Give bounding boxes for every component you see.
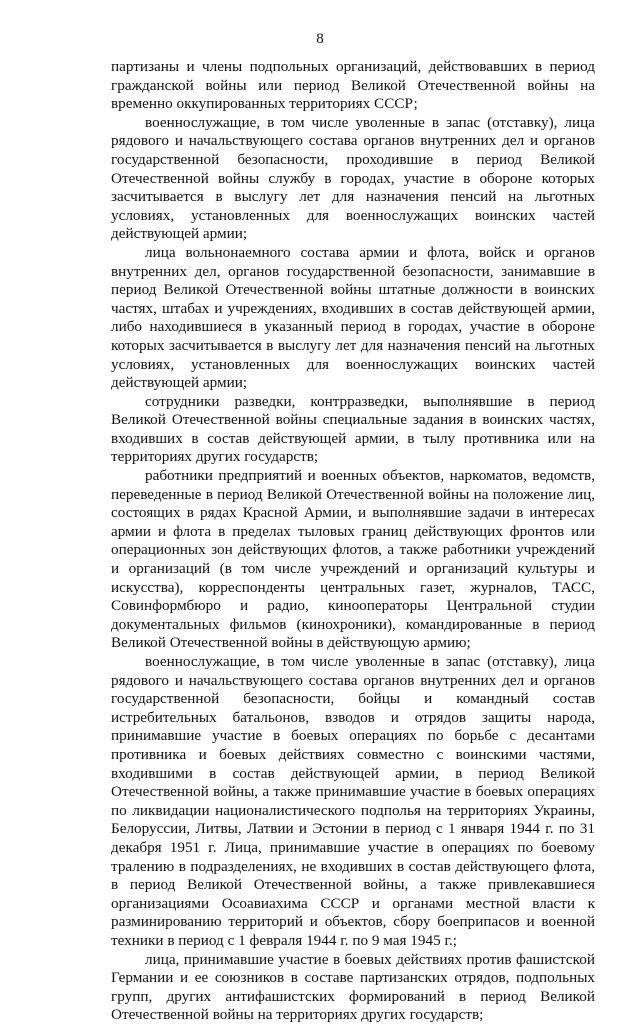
paragraph-military-city-defense: военнослужащие, в том числе уволенные в запас (отставку), лица рядового и начальствующего состава органов внутренних дел и органов государственной безопасности, проходившие в период Великой Отечественной войны службу в городах, участие в обороне которых засчитывается в выслугу лет для назначения пенсий на льготных условиях, установленных для военнослужащих воинских частей действующей армии; <box>111 113 595 243</box>
paragraph-enterprise-workers: работники предприятий и военных объектов, наркоматов, ведомств, переведенные в период Великой Отечественной войны на положение лиц, состоящих в рядах Красной Армии, и выполнявшие задачи в интересах армии и флота в пределах тыловых границ действующих фронтов или операционных зон действующих флотов, а также работники учреждений и организаций (в том числе учреждений и организаций культуры и искусства), корреспонденты центральных газет, журналов, ТАСС, Совинформбюро и радио, кинооператоры Центральной студии документальных фильмов (кинохроники), командированные в период Великой Отечественной войны в действующую армию; <box>111 467 595 652</box>
document-body <box>111 58 595 1025</box>
paragraph-intelligence-officers: сотрудники разведки, контрразведки, выполнявшие в период Великой Отечественной войны специальные задания в воинских частях, входивших в состав действующей армии, в тылу противника или на территориях других государств; <box>111 392 595 466</box>
paragraph-partisans: партизаны и члены подпольных организаций, действовавших в период гражданской войны или период Великой Отечественной войны на временно оккупированных территориях СССР; <box>111 58 595 113</box>
paragraph-antifascist-fighters: лица, принимавшие участие в боевых действиях против фашистской Германии и ее союзников в составе партизанских отрядов, подпольных групп, других антифашистских формирований в период Великой Отечественной войны на территориях других государств; <box>111 950 595 1024</box>
paragraph-civilian-staff: лица вольнонаемного состава армии и флота, войск и органов внутренних дел, органов государственной безопасности, занимавшие в период Великой Отечественной войны штатные должности в воинских частях, штабах и учреждениях, входивших в состав действующей армии, либо находившиеся в указанный период в городах, участие в обороне которых засчитывается в выслугу лет для назначения пенсий на льготных условиях, установленных для военнослужащих воинских частей действующей армии; <box>111 243 595 392</box>
page-number: 8 <box>316 31 324 47</box>
paragraph-military-combat-operations: военнослужащие, в том числе уволенные в запас (отставку), лица рядового и начальствующего состава органов внутренних дел и органов государственной безопасности, бойцы и командный состав истребительных батальонов, взводов и отрядов защиты народа, принимавшие участие в боевых операциях по борьбе с десантами противника и боевых действиях совместно с воинскими частями, входившими в состав действующей армии, в период Великой Отечественной войны, а также принимавшие участие в боевых операциях по ликвидации националистического подполья на территориях Украины, Белоруссии, Литвы, Латвии и Эстонии в период с 1 января 1944 г. по 31 декабря 1951 г. Лица, принимавшие участие в операциях по боевому тралению в подразделениях, не входивших в состав действующего флота, в период Великой Отечественной войны, а также привлекавшиеся организациями Осоавиахима СССР и органами местной власти к разминированию территорий и объектов, сбору боеприпасов и военной техники в период с 1 февраля 1944 г. по 9 мая 1945 г.; <box>111 653 595 949</box>
